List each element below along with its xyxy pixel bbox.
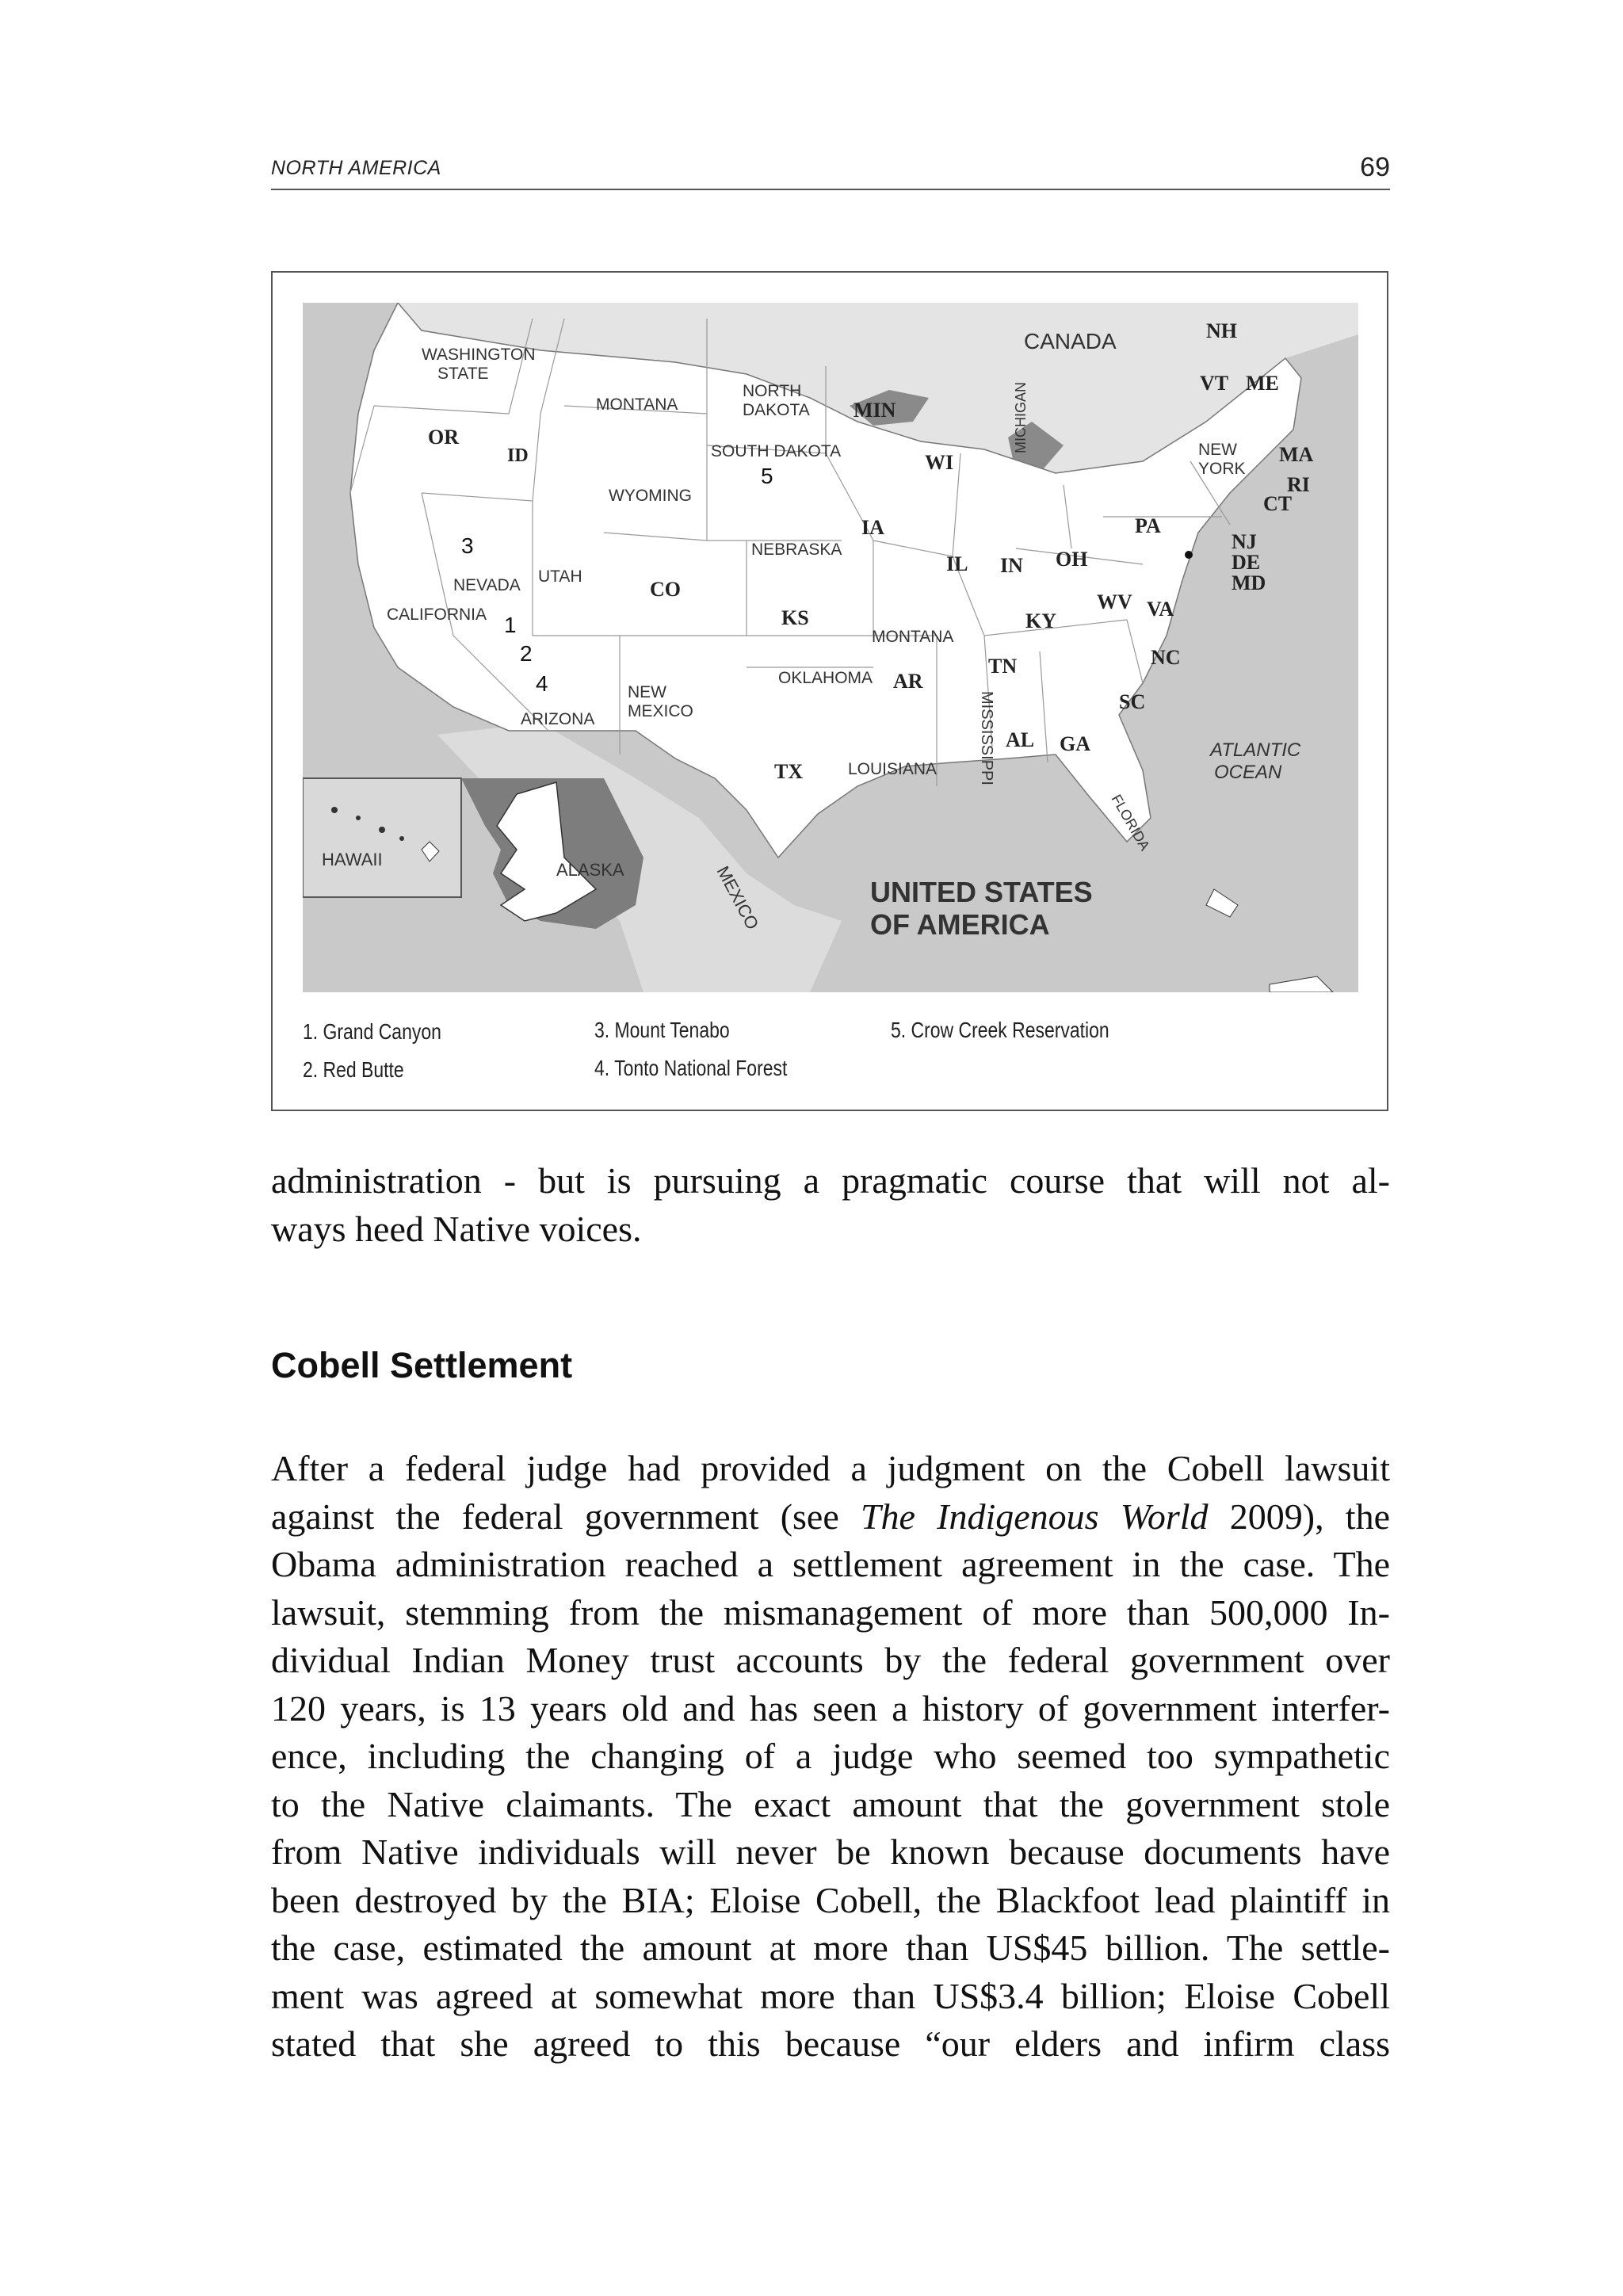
- hawaii-inset: [303, 778, 461, 897]
- state-texas: TX: [774, 760, 804, 783]
- legend-item-4: 4. Tonto National Forest: [594, 1056, 788, 1080]
- legend-item-5: 5. Crow Creek Reservation: [891, 1018, 1109, 1042]
- state-kentucky: KY: [1025, 609, 1056, 632]
- paragraph-line: stated that she agreed to this because “our elders and infirm class: [271, 2023, 1390, 2064]
- state-maryland: MD: [1232, 571, 1266, 594]
- state-california: CALIFORNIA: [387, 606, 487, 624]
- label-alaska: ALASKA: [556, 860, 624, 880]
- state-north-dakota-2: DAKOTA: [743, 401, 810, 419]
- state-wisconsin: WI: [925, 451, 954, 474]
- text-run: 2009), the: [1208, 1496, 1390, 1537]
- paragraph-line: been destroyed by the BIA; Eloise Cobell, the Blackfoot lead plaintiff in: [271, 1880, 1390, 1920]
- section-name: NORTH AMERICA: [271, 157, 441, 179]
- state-new-jersey: NJ: [1232, 530, 1257, 553]
- state-colorado: CO: [650, 578, 681, 601]
- label-atlantic-2: OCEAN: [1214, 762, 1282, 783]
- state-nebraska: NEBRASKA: [751, 541, 842, 559]
- state-wyoming: WYOMING: [609, 487, 692, 505]
- state-new-mexico: NEW: [628, 683, 666, 701]
- state-massachusetts: MA: [1279, 443, 1314, 466]
- state-nevada: NEVADA: [453, 576, 521, 594]
- state-florida: FLORIDA: [1108, 792, 1153, 854]
- state-illinois: IL: [946, 552, 968, 575]
- site-marker-4: 4: [536, 671, 548, 696]
- map-title-line-2: OF AMERICA: [870, 908, 1050, 941]
- state-louisiana: LOUISIANA: [848, 760, 938, 778]
- state-arkansas: AR: [893, 670, 923, 693]
- state-missouri: MONTANA: [872, 628, 954, 646]
- state-maine: ME: [1246, 372, 1279, 395]
- state-oklahoma: OKLAHOMA: [778, 669, 873, 687]
- legend-item-1: 1. Grand Canyon: [303, 1019, 441, 1044]
- state-mississippi: MISSISSIPPI: [978, 691, 995, 785]
- state-arizona: ARIZONA: [521, 710, 595, 728]
- state-new-york-2: YORK: [1198, 460, 1246, 478]
- site-marker-1: 1: [504, 613, 517, 637]
- map-figure: [271, 271, 1388, 1111]
- state-georgia: GA: [1060, 732, 1090, 755]
- state-montana: MONTANA: [596, 395, 678, 414]
- paragraph-line: to the Native claimants. The exact amount that the government stole: [271, 1784, 1390, 1824]
- section-heading: Cobell Settlement: [271, 1345, 573, 1385]
- state-idaho: ID: [507, 445, 529, 466]
- state-michigan: MICHIGAN: [1013, 382, 1029, 453]
- legend-item-3: 3. Mount Tenabo: [594, 1018, 730, 1042]
- state-washington: WASHINGTON: [422, 346, 536, 364]
- state-pennsylvania: PA: [1135, 514, 1161, 537]
- label-hawaii: HAWAII: [322, 850, 383, 869]
- map-title-line-1: UNITED STATES: [870, 876, 1093, 908]
- paragraph-line: from Native individuals will never be known because documents have: [271, 1832, 1390, 1872]
- page-number: 69: [1360, 152, 1390, 182]
- washington-dc-dot: [1185, 551, 1193, 559]
- state-delaware: DE: [1232, 551, 1261, 574]
- state-south-carolina: SC: [1119, 690, 1146, 713]
- paragraph-line: ment was agreed at somewhat more than US$3.4 billion; Eloise Cobell: [271, 1976, 1390, 2016]
- state-oregon: OR: [428, 426, 459, 449]
- paragraph-line: ways heed Native voices.: [271, 1209, 642, 1249]
- site-marker-5: 5: [761, 464, 773, 488]
- label-atlantic-1: ATLANTIC: [1210, 739, 1301, 761]
- state-minnesota: MIN: [854, 399, 896, 422]
- running-header: [271, 154, 1390, 190]
- state-kansas: KS: [781, 606, 809, 629]
- paragraph-line: 120 years, is 13 years old and has seen a history of government interfer-: [271, 1688, 1390, 1729]
- label-canada: CANADA: [1024, 329, 1117, 353]
- state-tennessee: TN: [988, 655, 1018, 678]
- state-virginia: VA: [1147, 598, 1174, 621]
- us-map: [303, 303, 1358, 992]
- paragraph-line: lawsuit, stemming from the mismanagement of more than 500,000 In-: [271, 1592, 1390, 1633]
- site-marker-3: 3: [461, 533, 474, 558]
- state-new-hampshire: NH: [1206, 319, 1237, 342]
- publication-title: The Indigenous World: [860, 1496, 1209, 1537]
- text-run: against the federal government (see: [271, 1496, 861, 1537]
- legend-item-2: 2. Red Butte: [303, 1057, 404, 1082]
- state-washington-2: STATE: [437, 365, 489, 383]
- state-north-carolina: NC: [1151, 646, 1181, 669]
- paragraph-line: After a federal judge had provided a judgment on the Cobell lawsuit: [271, 1448, 1390, 1488]
- state-west-virginia: WV: [1097, 590, 1132, 613]
- state-new-mexico-2: MEXICO: [628, 702, 693, 720]
- paragraph-line: the case, estimated the amount at more than US$45 billion. The settle-: [271, 1927, 1390, 1968]
- state-north-dakota: NORTH: [743, 382, 802, 400]
- paragraph-line-italic-ref: [271, 1493, 1390, 1541]
- state-rhode-island: RI: [1287, 473, 1310, 496]
- state-indiana: IN: [1000, 554, 1023, 577]
- paragraph-line: administration - but is pursuing a pragmatic course that will not al-: [271, 1160, 1390, 1201]
- state-new-york: NEW: [1198, 441, 1237, 459]
- state-vermont: VT: [1200, 372, 1229, 395]
- state-ohio: OH: [1056, 548, 1088, 571]
- paragraph-line: Obama administration reached a settlement agreement in the case. The: [271, 1544, 1390, 1584]
- state-connecticut: CT: [1263, 492, 1293, 515]
- state-south-dakota: SOUTH DAKOTA: [711, 442, 842, 460]
- state-iowa: IA: [861, 516, 884, 539]
- state-utah: UTAH: [538, 567, 582, 586]
- site-marker-2: 2: [520, 641, 533, 666]
- label-mexico: MEXICO: [712, 862, 763, 933]
- paragraph-line: ence, including the changing of a judge who seemed too sympathetic: [271, 1736, 1390, 1776]
- paragraph-line: dividual Indian Money trust accounts by the federal government over: [271, 1640, 1390, 1680]
- state-alabama: AL: [1006, 728, 1035, 751]
